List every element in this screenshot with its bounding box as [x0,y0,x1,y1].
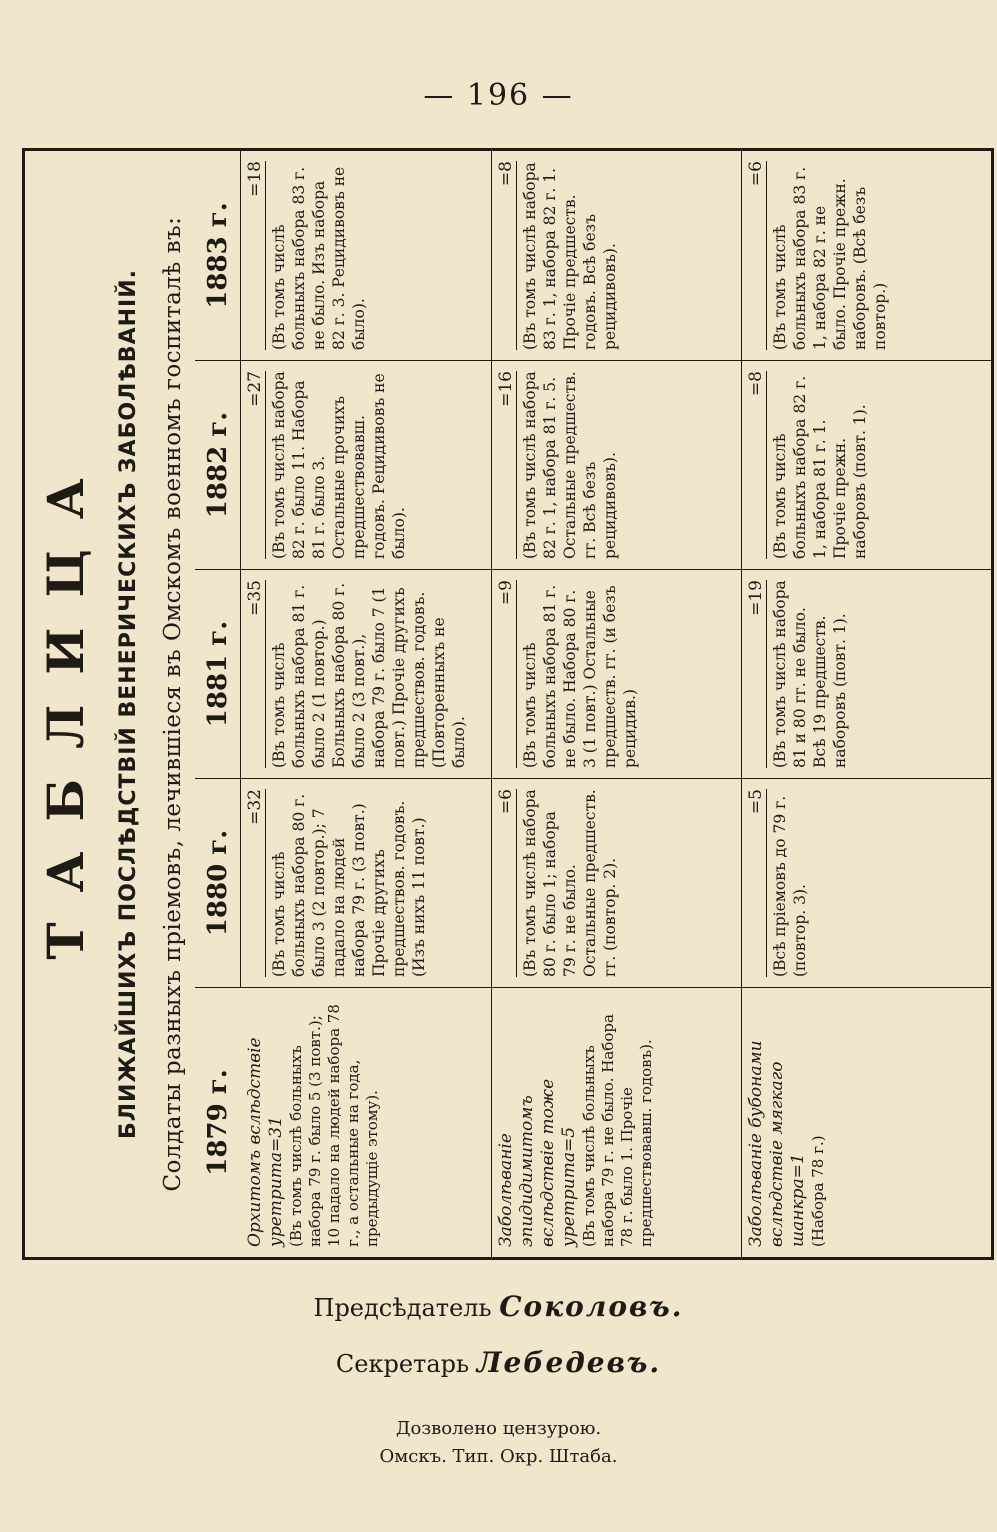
diagnosis-title: Заболѣваніе эпидидимитомъ вслѣдствіе тоже уретрита=5 [496,1078,579,1247]
chair-label: Предсѣдатель [313,1294,492,1322]
chair-name: Соколовъ. [499,1290,684,1323]
year-header: 1880 г. [195,778,241,987]
cell-count: =19 [746,580,767,768]
cell-count: =5 [746,789,767,977]
cell-count: =35 [245,580,266,768]
data-cell [741,778,991,987]
cell-count: =6 [496,789,517,977]
page-number: — 196 — [423,78,574,113]
censorship-note: Дозволено цензурою. [395,1418,602,1439]
printer-note: Омскъ. Тип. Окр. Штаба. [379,1446,618,1467]
data-cell [741,360,991,569]
secretary-name: Лебедевъ. [476,1346,662,1379]
data-cell [491,360,741,569]
table-grid [195,151,991,1257]
chair-signature [0,1290,997,1323]
cell-text: (Въ томъ числѣ больныхъ набора 81 г. было 2 (1 повтор.) Больныхъ набора 80 г. было 2 (3 повт.), набора 79 г. было 7 (1 повт.) Прочіе другихъ предшествов. годовъ. (Повторенныхъ не было). [270,582,468,768]
diagnosis-note: (Набора 78 г.) [809,1135,827,1247]
table-frame [22,148,994,1260]
cell-text: (Въ томъ числѣ набора 82 г. 1, набора 81 г. 5. Остальные предшеств. гг. Всѣ безъ рецидивовъ). [521,371,619,559]
table-subtitle: БЛИЖАЙШИХЪ ПОСЛѢДСТВІЙ ВЕНЕРИЧЕСКИХЪ ЗАБОЛѢВАНІЙ. [116,269,141,1139]
year-header: 1882 г. [195,360,241,569]
rotated-table [25,151,991,1257]
cell-text: (Въ томъ числѣ больныхъ набора 83 г. не было. Изъ набора 82 г. 3. Рецидивовъ не было). [270,166,368,350]
data-cell [741,151,991,360]
secretary-label: Секретарь [335,1350,470,1378]
data-cell [241,151,491,360]
diagnosis-note: (Въ томъ числѣ больныхъ набора 79 г. не было. Набора 78 г. было 1. Прочіе предшествовавш. годовъ). [580,1014,655,1247]
cell-text: (Въ томъ числѣ набора 80 г. было 1; набора 79 г. не было. Остальные предшеств. гг. (повтор. 2). [521,789,619,977]
cell-text: (Въ томъ числѣ больныхъ набора 81 г. не было. Набора 80 г. 3 (1 повт.) Остальные предшеств. гг. (и безъ рецидив.) [521,584,639,768]
cell-text: (Въ томъ числѣ набора 81 и 80 гг. не было. Всѣ 19 предшеств. наборовъ (повт. 1). [771,580,849,768]
data-cell [741,569,991,778]
cell-count: =32 [245,789,266,977]
diagnosis-note: (Въ томъ числѣ больныхъ набора 79 г. было 5 (3 повт.); 10 падало на людей набора 78 г., а остальные на года, предыдущіе этому). [287,1004,381,1247]
diagnosis-cell [491,987,741,1257]
cell-text: (Въ томъ числѣ набора 82 г. было 11. Набора 81 г. было 3. Остальные прочихъ предшествовавш. годовъ. Рецидивовъ не было). [270,371,408,559]
year-header: 1881 г. [195,569,241,778]
year-header: 1883 г. [195,151,241,360]
data-cell [241,778,491,987]
cell-count: =8 [496,161,517,350]
cell-count: =18 [245,161,266,350]
secretary-signature [0,1346,997,1379]
diagnosis-cell [741,987,991,1257]
cell-count: =8 [746,371,767,559]
data-cell [241,569,491,778]
diagnosis-title: Орхитомъ вслѣдствіе уретрита=31 [245,1037,286,1247]
cell-count: =27 [245,371,266,559]
year-header: 1879 г. [195,987,241,1257]
diagnosis-cell [241,987,491,1257]
diagnosis-title: Заболѣваніе бубонами вслѣдствіе мягкаго шанкра=1 [746,1040,808,1247]
cell-count: =16 [496,371,517,559]
table-title: ТАБЛИЦА [36,448,95,960]
cell-text: (Въ томъ числѣ набора 83 г. 1, набора 82 г. 1. Прочіе предшеств. годовъ. Всѣ безъ рецидивовъ). [521,162,619,350]
cell-text: (Въ томъ числѣ больныхъ набора 83 г. 1, набора 82 г. не было. Прочіе прежн. наборовъ. (Всѣ безъ повтор.) [771,166,889,350]
cell-text: (Всѣ пріемовъ до 79 г. (повтор. 3). [771,795,809,977]
data-cell [491,151,741,360]
cell-count: =9 [496,580,517,768]
cell-count: =6 [746,161,767,350]
data-cell [491,569,741,778]
data-cell [241,360,491,569]
cell-text: (Въ томъ числѣ больныхъ набора 82 г. 1, набора 81 г. 1. Прочіе прежн. наборовъ (повт. 1). [771,375,869,559]
cell-text: (Въ томъ числѣ больныхъ набора 80 г. было 3 (2 повтор.); 7 падало на людей набора 79 г. (3 повт.) Прочіе другихъ предшествов. годовъ. (Изъ нихъ 11 повт.) [270,793,428,977]
data-cell [491,778,741,987]
table-subtitle-2: Солдаты разныхъ пріемовъ, лечившіеся въ Омскомъ военномъ госпиталѣ въ: [160,216,186,1192]
